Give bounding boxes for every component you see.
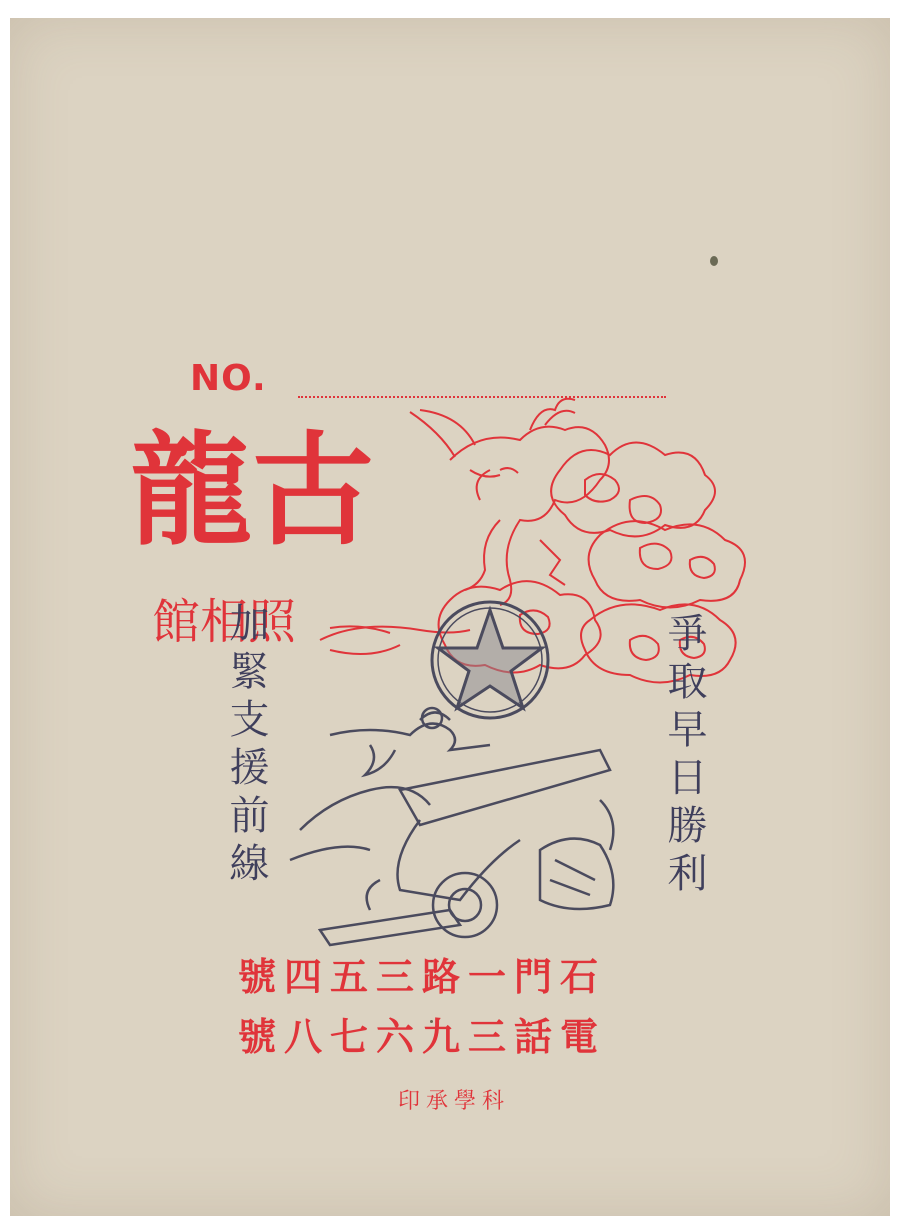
star-emblem-stamp [432,602,548,718]
dragon-illustration [410,399,609,605]
airplane-illustration [330,708,490,775]
brand-name: 古龍 [130,420,374,562]
address-line: 石門一路三五四號 [238,954,607,999]
number-fill-line [298,396,666,398]
slogan-right: 爭取早日勝利 [661,612,707,900]
number-label: NO. [190,358,267,399]
printer-credit: 科學承印 [398,1089,511,1114]
phone-line: 電話三九六七八號 [238,1014,607,1059]
artillery-cannon-illustration [290,750,613,945]
brand-subtitle: 照相館 [152,594,297,650]
slogan-left: 加緊支援前線 [223,602,269,890]
